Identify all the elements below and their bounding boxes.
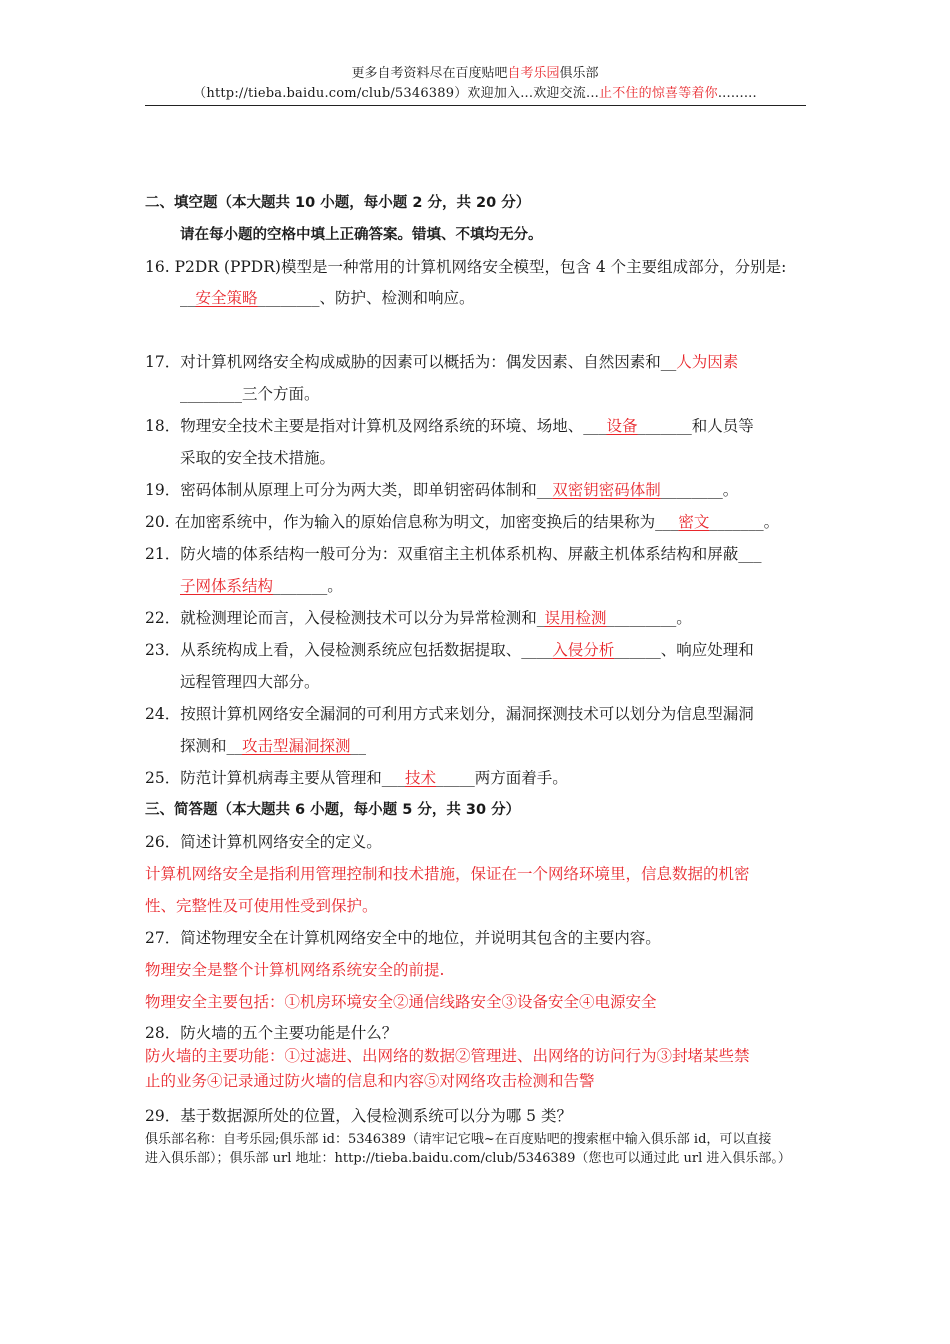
question-18-cont: 采取的安全技术措施。 (180, 449, 336, 467)
answer-26-line2: 性、完整性及可使用性受到保护。 (145, 897, 378, 915)
answer-27-line1: 物理安全是整个计算机网络系统安全的前提. (145, 961, 445, 979)
answer-26-line1: 计算机网络安全是指利用管理控制和技术措施，保证在一个网络环境里，信息数据的机密 (145, 865, 750, 883)
header-club-link[interactable]: 自考乐园 (507, 66, 560, 81)
question-22: 22．就检测理论而言，入侵检测技术可以分为异常检测和_误用检测_________。 (145, 609, 692, 627)
question-17-cont: ________三个方面。 (180, 385, 320, 403)
section3-title: 三、简答题（本大题共 6 小题，每小题 5 分，共 30 分） (145, 802, 521, 818)
footer-line-2: 进入俱乐部）；俱乐部 url 地址：http://tieba.baidu.com/club/5346389（您也可以通过此 url 进入俱乐部。） (145, 1151, 791, 1166)
header-highlight: 止不住的惊喜等着你 (599, 86, 718, 101)
answer-23: 入侵分析 (552, 641, 615, 659)
question-24-cont: 探测和__攻击型漏洞探测__ (180, 737, 367, 755)
page-header (145, 64, 805, 104)
header-text: 俱乐部 (559, 66, 599, 81)
section2-title: 二、填空题（本大题共 10 小题，每小题 2 分，共 20 分） (145, 195, 531, 211)
answer-22: 误用检测 (544, 609, 607, 627)
question-23: 23．从系统构成上看，入侵检测系统应包括数据提取、____入侵分析______、响应处理和 (145, 641, 754, 659)
question-16: 16. P2DR (PPDR)模型是一种常用的计算机网络安全模型，包含 4 个主要组成部分，分别是: (145, 258, 787, 276)
question-29: 29．基于数据源所处的位置，入侵检测系统可以分为哪 5 类？ (145, 1107, 572, 1125)
header-text: 更多自考资料尽在百度贴吧 (351, 66, 508, 81)
answer-28-line1: 防火墙的主要功能：①过滤进、出网络的数据②管理进、出网络的访问行为③封堵某些禁 (145, 1047, 750, 1065)
question-21-cont: 子网体系结构_______。 (180, 577, 343, 595)
answer-20: 密文 (678, 513, 710, 531)
answer-27-line2: 物理安全主要包括：①机房环境安全②通信线路安全③设备安全④电源安全 (145, 993, 657, 1011)
header-rule (145, 105, 806, 106)
header-line-2 (145, 84, 805, 104)
answer-25: 技术 (404, 769, 436, 787)
question-21: 21．防火墙的体系结构一般可分为：双重宿主主机体系机构、屏蔽主机体系结构和屏蔽___ (145, 545, 762, 563)
answer-24: 攻击型漏洞探测 (242, 737, 351, 755)
footer-line-1: 俱乐部名称：自考乐园;俱乐部 id：5346389（请牢记它哦~在百度贴吧的搜索框中输入俱乐部 id，可以直接 (145, 1132, 772, 1147)
answer-28-line2: 止的业务④记录通过防火墙的信息和内容⑤对网络攻击检测和告警 (145, 1072, 595, 1090)
question-18: 18．物理安全技术主要是指对计算机及网络系统的环境、场地、___设备_______和人员等 (145, 417, 754, 435)
header-url-text: （http://tieba.baidu.com/club/5346389）欢迎加入...欢迎交流... (193, 86, 600, 101)
question-16-blank: __安全策略________、防护、检测和响应。 (180, 289, 475, 307)
question-19: 19．密码体制从原理上可分为两大类，即单钥密码体制和__双密钥密码体制________。 (145, 481, 739, 499)
question-28: 28．防火墙的五个主要功能是什么？ (145, 1024, 398, 1042)
answer-18: 设备 (606, 417, 638, 435)
section2-instruction: 请在每小题的空格中填上正确答案。错填、不填均无分。 (180, 227, 543, 243)
question-27: 27．简述物理安全在计算机网络安全中的地位，并说明其包含的主要内容。 (145, 929, 661, 947)
header-line-1 (145, 64, 805, 84)
question-17: 17．对计算机网络安全构成威胁的因素可以概括为：偶发因素、自然因素和__人为因素 (145, 353, 739, 371)
question-26: 26．简述计算机网络安全的定义。 (145, 833, 382, 851)
question-20: 20. 在加密系统中，作为输入的原始信息称为明文，加密变换后的结果称为___密文_______。 (145, 513, 780, 531)
answer-21: 子网体系结构 (180, 577, 274, 595)
question-23-cont: 远程管理四大部分。 (180, 673, 320, 691)
question-24: 24．按照计算机网络安全漏洞的可利用方式来划分，漏洞探测技术可以划分为信息型漏洞 (145, 705, 754, 723)
header-dots: ......... (717, 86, 757, 101)
question-25: 25．防范计算机病毒主要从管理和___技术_____两方面着手。 (145, 769, 568, 787)
answer-19: 双密钥密码体制 (552, 481, 661, 499)
answer-17: 人为因素 (676, 353, 739, 371)
answer-16: 安全策略 (195, 289, 258, 307)
